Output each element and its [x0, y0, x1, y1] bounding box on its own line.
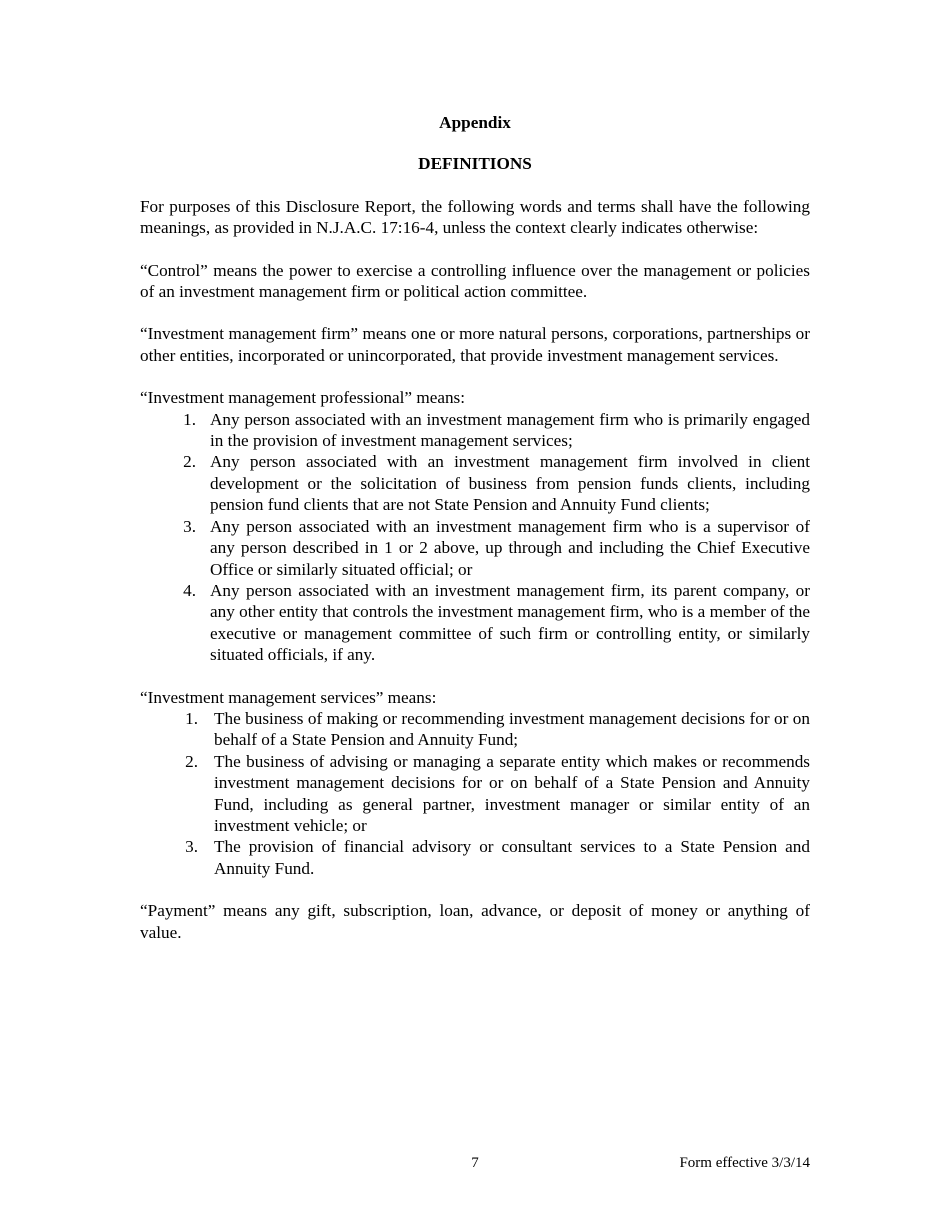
list-item-text: Any person associated with an investment management firm who is a supervisor of any person described in 1 or 2 above, up through and including the Chief Executive Office or similarly situated official; or — [210, 516, 810, 579]
definition-professional-intro: “Investment management professional” means: — [140, 388, 466, 408]
list-item — [140, 751, 810, 837]
definition-payment: “Payment” means any gift, subscription, loan, advance, or deposit of money or anything of value. — [140, 901, 810, 942]
definition-services-intro: “Investment management services” means: — [140, 687, 437, 707]
professional-list — [140, 409, 810, 666]
definition-investment-management-firm: “Investment management firm” means one or more natural persons, corporations, partnerships or other entities, incorporated or unincorporated, that provide investment management services. — [140, 324, 810, 365]
list-item-number: 1. — [185, 708, 198, 728]
list-item-number: 1. — [183, 409, 196, 429]
intro-paragraph: For purposes of this Disclosure Report, the following words and terms shall have the following meanings, as provided in N.J.A.C. 17:16-4, unless the context clearly indicates otherwise: — [140, 196, 810, 238]
list-item-text: The provision of financial advisory or consultant services to a State Pension and Annuity Fund. — [214, 837, 810, 878]
list-item-number: 4. — [183, 580, 196, 600]
list-item — [140, 451, 810, 515]
list-item-text: The business of making or recommending investment management decisions for or on behalf of a State Pension and Annuity Fund; — [214, 708, 810, 750]
list-item — [140, 836, 810, 879]
list-item-number: 2. — [183, 452, 196, 472]
list-item-text: Any person associated with an investment management firm who is primarily engaged in the provision of investment management services; — [210, 409, 810, 451]
definition-control: “Control” means the power to exercise a controlling influence over the management or policies of an investment management firm or political action committee. — [140, 260, 810, 302]
list-item — [140, 516, 810, 580]
section-heading: DEFINITIONS — [418, 154, 532, 174]
page-title: Appendix — [439, 113, 511, 132]
services-list — [140, 708, 810, 879]
list-item — [140, 409, 810, 452]
list-item-text: The business of advising or managing a separate entity which makes or recommends investment management decisions for or on behalf of a State Pension and Annuity Fund, including as general partner, investment manager or similar entity of an investment vehicle; or — [214, 751, 810, 835]
document-page — [140, 110, 810, 943]
list-item — [140, 708, 810, 751]
list-item-text: Any person associated with an investment management firm involved in client development or the solicitation of business from pension funds clients, including pension fund clients that are not State Pension and Annuity Fund clients; — [210, 452, 810, 515]
list-item — [140, 580, 810, 666]
form-effective-date: Form effective 3/3/14 — [679, 1155, 810, 1171]
list-item-number: 2. — [185, 751, 198, 771]
list-item-text: Any person associated with an investment management firm, its parent company, or any other entity that controls the investment management firm, who is a member of the executive or management committee of such firm or controlling entity, or similarly situated officials, if any. — [210, 580, 810, 665]
list-item-number: 3. — [185, 837, 198, 857]
list-item-number: 3. — [183, 516, 196, 536]
page-number: 7 — [471, 1155, 479, 1171]
